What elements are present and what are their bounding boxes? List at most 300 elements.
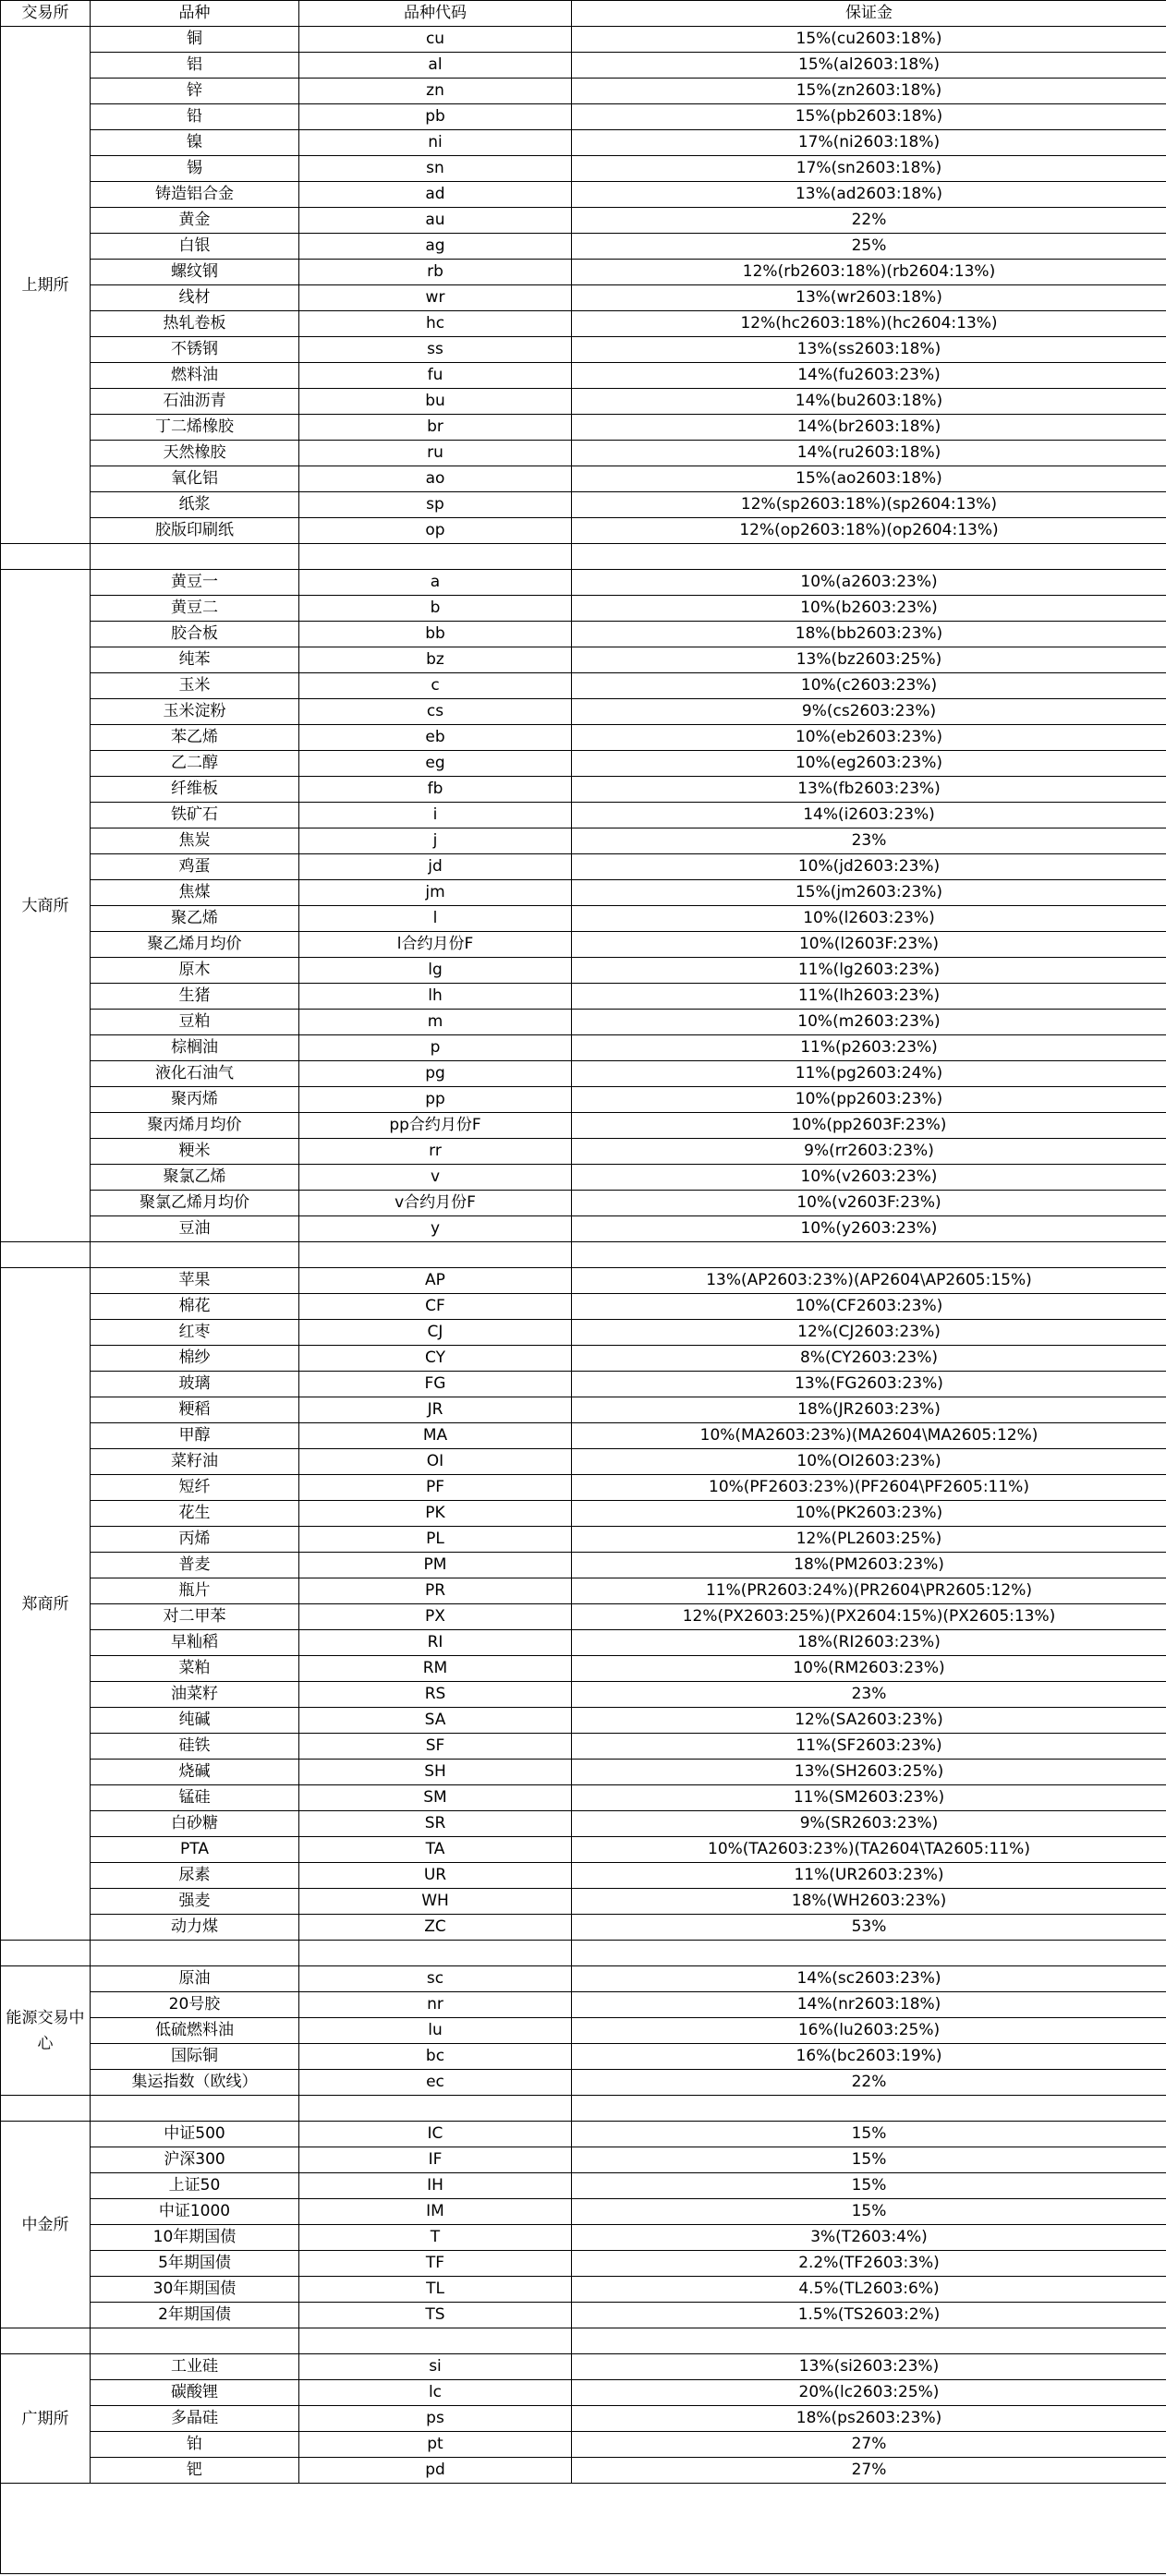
code-cell: sc: [299, 1966, 572, 1992]
table-row: [1, 854, 1166, 880]
table-row: [1, 1449, 1166, 1475]
code-cell: c: [299, 673, 572, 699]
variety-cell: 线材: [91, 285, 299, 311]
variety-cell: 短纤: [91, 1475, 299, 1501]
variety-cell: 工业硅: [91, 2354, 299, 2380]
margin-cell: 15%: [572, 2173, 1166, 2199]
margin-cell: 11%(pg2603:24%): [572, 1061, 1166, 1087]
variety-cell: 30年期国债: [91, 2277, 299, 2303]
table-row: [1, 1035, 1166, 1061]
margin-cell: 13%(fb2603:23%): [572, 777, 1166, 803]
margin-cell: 14%(bu2603:18%): [572, 389, 1166, 415]
variety-cell: 花生: [91, 1501, 299, 1527]
table-row: [1, 1760, 1166, 1785]
code-cell: rb: [299, 260, 572, 285]
margin-cell: 10%(c2603:23%): [572, 673, 1166, 699]
table-row: [1, 906, 1166, 932]
margin-cell: 10%(y2603:23%): [572, 1216, 1166, 1242]
variety-cell: 焦煤: [91, 880, 299, 906]
table-row: [1, 1294, 1166, 1320]
spacer-cell: [572, 1242, 1166, 1268]
variety-cell: 10年期国债: [91, 2225, 299, 2251]
code-cell: IF: [299, 2147, 572, 2173]
code-cell: IH: [299, 2173, 572, 2199]
margin-cell: 13%(SH2603:25%): [572, 1760, 1166, 1785]
margin-cell: 14%(sc2603:23%): [572, 1966, 1166, 1992]
code-cell: SH: [299, 1760, 572, 1785]
code-cell: AP: [299, 1268, 572, 1294]
table-row: [1, 1785, 1166, 1811]
margin-cell: 12%(PX2603:25%)(PX2604:15%)(PX2605:13%): [572, 1604, 1166, 1630]
variety-cell: 乙二醇: [91, 751, 299, 777]
code-cell: CY: [299, 1346, 572, 1372]
table-row: [1, 53, 1166, 79]
table-row: [1, 1656, 1166, 1682]
code-cell: PM: [299, 1553, 572, 1578]
variety-cell: 烧碱: [91, 1760, 299, 1785]
code-cell: jm: [299, 880, 572, 906]
variety-cell: 早籼稻: [91, 1630, 299, 1656]
table-row: [1, 492, 1166, 518]
variety-cell: 菜籽油: [91, 1449, 299, 1475]
variety-cell: 钯: [91, 2458, 299, 2484]
table-row: [1, 1268, 1166, 1294]
code-cell: v: [299, 1165, 572, 1191]
table-row: [1, 1863, 1166, 1889]
variety-cell: 铁矿石: [91, 803, 299, 828]
margin-cell: 10%(jd2603:23%): [572, 854, 1166, 880]
variety-cell: 菜粕: [91, 1656, 299, 1682]
variety-cell: 动力煤: [91, 1915, 299, 1941]
variety-cell: 中证1000: [91, 2199, 299, 2225]
margin-cell: 18%(JR2603:23%): [572, 1397, 1166, 1423]
table-row: [1, 932, 1166, 958]
header-row: [1, 1, 1166, 27]
table-row: [1, 2018, 1166, 2044]
variety-cell: 聚氯乙烯: [91, 1165, 299, 1191]
code-cell: br: [299, 415, 572, 441]
table-row: [1, 285, 1166, 311]
table-row: [1, 1139, 1166, 1165]
margin-cell: 12%(op2603:18%)(op2604:13%): [572, 518, 1166, 544]
code-cell: fb: [299, 777, 572, 803]
table-row: [1, 2277, 1166, 2303]
margin-cell: 18%(PM2603:23%): [572, 1553, 1166, 1578]
table-row: [1, 751, 1166, 777]
code-cell: lc: [299, 2380, 572, 2406]
exchange-cell: 上期所: [1, 27, 91, 544]
table-row: [1, 2432, 1166, 2458]
table-row: [1, 828, 1166, 854]
code-cell: i: [299, 803, 572, 828]
variety-cell: 丁二烯橡胶: [91, 415, 299, 441]
table-row: [1, 1475, 1166, 1501]
code-cell: T: [299, 2225, 572, 2251]
margin-cell: 15%(jm2603:23%): [572, 880, 1166, 906]
table-row: [1, 596, 1166, 622]
variety-cell: 粳米: [91, 1139, 299, 1165]
code-cell: SA: [299, 1708, 572, 1734]
margin-cell: 18%(ps2603:23%): [572, 2406, 1166, 2432]
margin-cell: 23%: [572, 828, 1166, 854]
margin-cell: 17%(sn2603:18%): [572, 156, 1166, 182]
spacer-cell: [572, 544, 1166, 570]
variety-cell: 中证500: [91, 2122, 299, 2147]
variety-cell: 燃料油: [91, 363, 299, 389]
margin-cell: 9%(rr2603:23%): [572, 1139, 1166, 1165]
margin-cell: 13%(ad2603:18%): [572, 182, 1166, 208]
margin-cell: 10%(RM2603:23%): [572, 1656, 1166, 1682]
margin-cell: 14%(br2603:18%): [572, 415, 1166, 441]
margin-cell: 10%(PF2603:23%)(PF2604\PF2605:11%): [572, 1475, 1166, 1501]
table-row: [1, 1372, 1166, 1397]
table-row: [1, 260, 1166, 285]
variety-cell: 铂: [91, 2432, 299, 2458]
code-cell: bz: [299, 647, 572, 673]
table-row: [1, 2380, 1166, 2406]
variety-cell: 粳稻: [91, 1397, 299, 1423]
margin-cell: 16%(lu2603:25%): [572, 2018, 1166, 2044]
margin-cell: 10%(v2603:23%): [572, 1165, 1166, 1191]
code-cell: l合约月份F: [299, 932, 572, 958]
variety-cell: 20号胶: [91, 1992, 299, 2018]
code-cell: UR: [299, 1863, 572, 1889]
variety-cell: 苯乙烯: [91, 725, 299, 751]
margin-cell: 10%(eg2603:23%): [572, 751, 1166, 777]
variety-cell: 聚丙烯月均价: [91, 1113, 299, 1139]
code-cell: RI: [299, 1630, 572, 1656]
table-row: [1, 182, 1166, 208]
code-cell: TL: [299, 2277, 572, 2303]
variety-cell: 聚乙烯: [91, 906, 299, 932]
table-row: [1, 441, 1166, 466]
code-cell: ZC: [299, 1915, 572, 1941]
margin-cell: 10%(pp2603F:23%): [572, 1113, 1166, 1139]
code-cell: CF: [299, 1294, 572, 1320]
code-cell: RM: [299, 1656, 572, 1682]
spacer-cell: [299, 2096, 572, 2122]
variety-cell: 螺纹钢: [91, 260, 299, 285]
margin-cell: 1.5%(TS2603:2%): [572, 2303, 1166, 2328]
code-cell: al: [299, 53, 572, 79]
variety-cell: 苹果: [91, 1268, 299, 1294]
table-row: [1, 2044, 1166, 2070]
table-row: [1, 1630, 1166, 1656]
variety-cell: 硅铁: [91, 1734, 299, 1760]
variety-cell: 镍: [91, 130, 299, 156]
table-row: [1, 2251, 1166, 2277]
code-cell: IC: [299, 2122, 572, 2147]
table-row: [1, 2070, 1166, 2096]
variety-cell: 对二甲苯: [91, 1604, 299, 1630]
margin-cell: 11%(PR2603:24%)(PR2604\PR2605:12%): [572, 1578, 1166, 1604]
margin-cell: 15%(cu2603:18%): [572, 27, 1166, 53]
code-cell: a: [299, 570, 572, 596]
variety-cell: 铸造铝合金: [91, 182, 299, 208]
table-row: [1, 2122, 1166, 2147]
margin-cell: 14%(i2603:23%): [572, 803, 1166, 828]
variety-cell: 玉米淀粉: [91, 699, 299, 725]
code-cell: TS: [299, 2303, 572, 2328]
variety-cell: 原木: [91, 958, 299, 984]
table-row: [1, 673, 1166, 699]
table-row: [1, 1966, 1166, 1992]
margin-cell: 10%(OI2603:23%): [572, 1449, 1166, 1475]
table-row: [1, 1113, 1166, 1139]
variety-cell: 棉纱: [91, 1346, 299, 1372]
variety-cell: 瓶片: [91, 1578, 299, 1604]
margin-cell: 10%(TA2603:23%)(TA2604\TA2605:11%): [572, 1837, 1166, 1863]
variety-cell: 普麦: [91, 1553, 299, 1578]
table-row: [1, 1604, 1166, 1630]
variety-cell: 2年期国债: [91, 2303, 299, 2328]
table-row: [1, 1889, 1166, 1915]
variety-cell: 胶合板: [91, 622, 299, 647]
table-row: [1, 2225, 1166, 2251]
code-cell: si: [299, 2354, 572, 2380]
margin-cell: 10%(l2603F:23%): [572, 932, 1166, 958]
code-cell: fu: [299, 363, 572, 389]
margin-cell: 10%(a2603:23%): [572, 570, 1166, 596]
code-cell: sn: [299, 156, 572, 182]
margin-cell: 13%(wr2603:18%): [572, 285, 1166, 311]
margin-cell: 12%(sp2603:18%)(sp2604:13%): [572, 492, 1166, 518]
table-row: [1, 647, 1166, 673]
variety-cell: 纤维板: [91, 777, 299, 803]
exchange-cell: 郑商所: [1, 1268, 91, 1941]
variety-cell: 生猪: [91, 984, 299, 1010]
variety-cell: 红枣: [91, 1320, 299, 1346]
table-row: [1, 337, 1166, 363]
variety-cell: 丙烯: [91, 1527, 299, 1553]
code-cell: ag: [299, 234, 572, 260]
margin-cell: 14%(fu2603:23%): [572, 363, 1166, 389]
margin-cell: 11%(SM2603:23%): [572, 1785, 1166, 1811]
table-row: [1, 725, 1166, 751]
spacer-cell: [572, 2096, 1166, 2122]
code-cell: pd: [299, 2458, 572, 2484]
code-cell: OI: [299, 1449, 572, 1475]
code-cell: wr: [299, 285, 572, 311]
margin-cell: 20%(lc2603:25%): [572, 2380, 1166, 2406]
variety-cell: 纯碱: [91, 1708, 299, 1734]
table-row: [1, 1992, 1166, 2018]
margin-cell: 13%(si2603:23%): [572, 2354, 1166, 2380]
spacer-cell: [572, 2328, 1166, 2354]
table-row: [1, 777, 1166, 803]
table-row: [1, 1191, 1166, 1216]
code-cell: rr: [299, 1139, 572, 1165]
margin-cell: 16%(bc2603:19%): [572, 2044, 1166, 2070]
variety-cell: 低硫燃料油: [91, 2018, 299, 2044]
spacer-cell: [1, 2484, 1166, 2574]
code-cell: PX: [299, 1604, 572, 1630]
margin-cell: 2.2%(TF2603:3%): [572, 2251, 1166, 2277]
code-cell: ni: [299, 130, 572, 156]
header-exchange: 交易所: [1, 1, 91, 27]
code-cell: sp: [299, 492, 572, 518]
variety-cell: 白银: [91, 234, 299, 260]
margin-cell: 15%: [572, 2199, 1166, 2225]
variety-cell: 胶版印刷纸: [91, 518, 299, 544]
spacer-cell: [299, 544, 572, 570]
table-row: [1, 1010, 1166, 1035]
spacer-cell: [572, 1941, 1166, 1966]
table-row: [1, 1527, 1166, 1553]
variety-cell: 热轧卷板: [91, 311, 299, 337]
margin-cell: 53%: [572, 1915, 1166, 1941]
code-cell: ad: [299, 182, 572, 208]
code-cell: bu: [299, 389, 572, 415]
margin-cell: 10%(eb2603:23%): [572, 725, 1166, 751]
variety-cell: 锌: [91, 79, 299, 104]
variety-cell: 锰硅: [91, 1785, 299, 1811]
margin-cell: 11%(UR2603:23%): [572, 1863, 1166, 1889]
code-cell: TA: [299, 1837, 572, 1863]
table-row: [1, 2406, 1166, 2432]
spacer-cell: [1, 2328, 91, 2354]
code-cell: b: [299, 596, 572, 622]
code-cell: cs: [299, 699, 572, 725]
table-row: [1, 389, 1166, 415]
variety-cell: 国际铜: [91, 2044, 299, 2070]
margin-cell: 13%(ss2603:18%): [572, 337, 1166, 363]
code-cell: pg: [299, 1061, 572, 1087]
table-row: [1, 1553, 1166, 1578]
variety-cell: 上证50: [91, 2173, 299, 2199]
code-cell: bb: [299, 622, 572, 647]
code-cell: eb: [299, 725, 572, 751]
code-cell: pp: [299, 1087, 572, 1113]
code-cell: ps: [299, 2406, 572, 2432]
code-cell: au: [299, 208, 572, 234]
variety-cell: 白砂糖: [91, 1811, 299, 1837]
table-row: [1, 1165, 1166, 1191]
variety-cell: 原油: [91, 1966, 299, 1992]
table-row: [1, 1320, 1166, 1346]
variety-cell: 液化石油气: [91, 1061, 299, 1087]
spacer-cell: [91, 2328, 299, 2354]
table-row: [1, 1087, 1166, 1113]
spacer-row: [1, 2484, 1166, 2574]
margin-cell: 10%(m2603:23%): [572, 1010, 1166, 1035]
code-cell: p: [299, 1035, 572, 1061]
margin-cell: 13%(FG2603:23%): [572, 1372, 1166, 1397]
code-cell: CJ: [299, 1320, 572, 1346]
table-row: [1, 1216, 1166, 1242]
table-row: [1, 1397, 1166, 1423]
margin-cell: 15%(pb2603:18%): [572, 104, 1166, 130]
table-row: [1, 1708, 1166, 1734]
code-cell: PF: [299, 1475, 572, 1501]
spacer-cell: [1, 1242, 91, 1268]
table-row: [1, 363, 1166, 389]
margin-cell: 18%(RI2603:23%): [572, 1630, 1166, 1656]
margin-cell: 13%(AP2603:23%)(AP2604\AP2605:15%): [572, 1268, 1166, 1294]
margin-cell: 9%(cs2603:23%): [572, 699, 1166, 725]
table-row: [1, 104, 1166, 130]
code-cell: WH: [299, 1889, 572, 1915]
code-cell: MA: [299, 1423, 572, 1449]
variety-cell: 豆粕: [91, 1010, 299, 1035]
code-cell: JR: [299, 1397, 572, 1423]
margin-cell: 12%(CJ2603:23%): [572, 1320, 1166, 1346]
margin-cell: 22%: [572, 208, 1166, 234]
table-row: [1, 2199, 1166, 2225]
table-row: [1, 1346, 1166, 1372]
table-row: [1, 1811, 1166, 1837]
code-cell: lg: [299, 958, 572, 984]
table-row: [1, 79, 1166, 104]
code-cell: ao: [299, 466, 572, 492]
header-variety: 品种: [91, 1, 299, 27]
margin-cell: 27%: [572, 2432, 1166, 2458]
margin-cell: 17%(ni2603:18%): [572, 130, 1166, 156]
code-cell: ss: [299, 337, 572, 363]
spacer-row: [1, 2096, 1166, 2122]
table-row: [1, 803, 1166, 828]
code-cell: y: [299, 1216, 572, 1242]
variety-cell: 铜: [91, 27, 299, 53]
variety-cell: 甲醇: [91, 1423, 299, 1449]
margin-table-body: [1, 1, 1166, 2574]
spacer-row: [1, 1242, 1166, 1268]
table-row: [1, 1061, 1166, 1087]
table-row: [1, 2147, 1166, 2173]
code-cell: pp合约月份F: [299, 1113, 572, 1139]
margin-cell: 15%(ao2603:18%): [572, 466, 1166, 492]
table-row: [1, 156, 1166, 182]
code-cell: nr: [299, 1992, 572, 2018]
table-row: [1, 2173, 1166, 2199]
variety-cell: 玻璃: [91, 1372, 299, 1397]
margin-cell: 11%(lh2603:23%): [572, 984, 1166, 1010]
variety-cell: 聚丙烯: [91, 1087, 299, 1113]
code-cell: FG: [299, 1372, 572, 1397]
code-cell: TF: [299, 2251, 572, 2277]
code-cell: SF: [299, 1734, 572, 1760]
code-cell: bc: [299, 2044, 572, 2070]
table-row: [1, 1501, 1166, 1527]
spacer-cell: [299, 1941, 572, 1966]
margin-cell: 8%(CY2603:23%): [572, 1346, 1166, 1372]
spacer-cell: [91, 2096, 299, 2122]
code-cell: v合约月份F: [299, 1191, 572, 1216]
spacer-row: [1, 544, 1166, 570]
margin-cell: 11%(SF2603:23%): [572, 1734, 1166, 1760]
variety-cell: 豆油: [91, 1216, 299, 1242]
margin-cell: 12%(PL2603:25%): [572, 1527, 1166, 1553]
code-cell: lh: [299, 984, 572, 1010]
variety-cell: 纸浆: [91, 492, 299, 518]
code-cell: l: [299, 906, 572, 932]
table-row: [1, 570, 1166, 596]
margin-cell: 15%: [572, 2147, 1166, 2173]
margin-cell: 27%: [572, 2458, 1166, 2484]
table-row: [1, 984, 1166, 1010]
variety-cell: 多晶硅: [91, 2406, 299, 2432]
spacer-cell: [299, 1242, 572, 1268]
table-row: [1, 130, 1166, 156]
code-cell: zn: [299, 79, 572, 104]
code-cell: cu: [299, 27, 572, 53]
variety-cell: 焦炭: [91, 828, 299, 854]
margin-cell: 10%(v2603F:23%): [572, 1191, 1166, 1216]
variety-cell: 氧化铝: [91, 466, 299, 492]
code-cell: m: [299, 1010, 572, 1035]
margin-cell: 4.5%(TL2603:6%): [572, 2277, 1166, 2303]
margin-cell: 12%(rb2603:18%)(rb2604:13%): [572, 260, 1166, 285]
